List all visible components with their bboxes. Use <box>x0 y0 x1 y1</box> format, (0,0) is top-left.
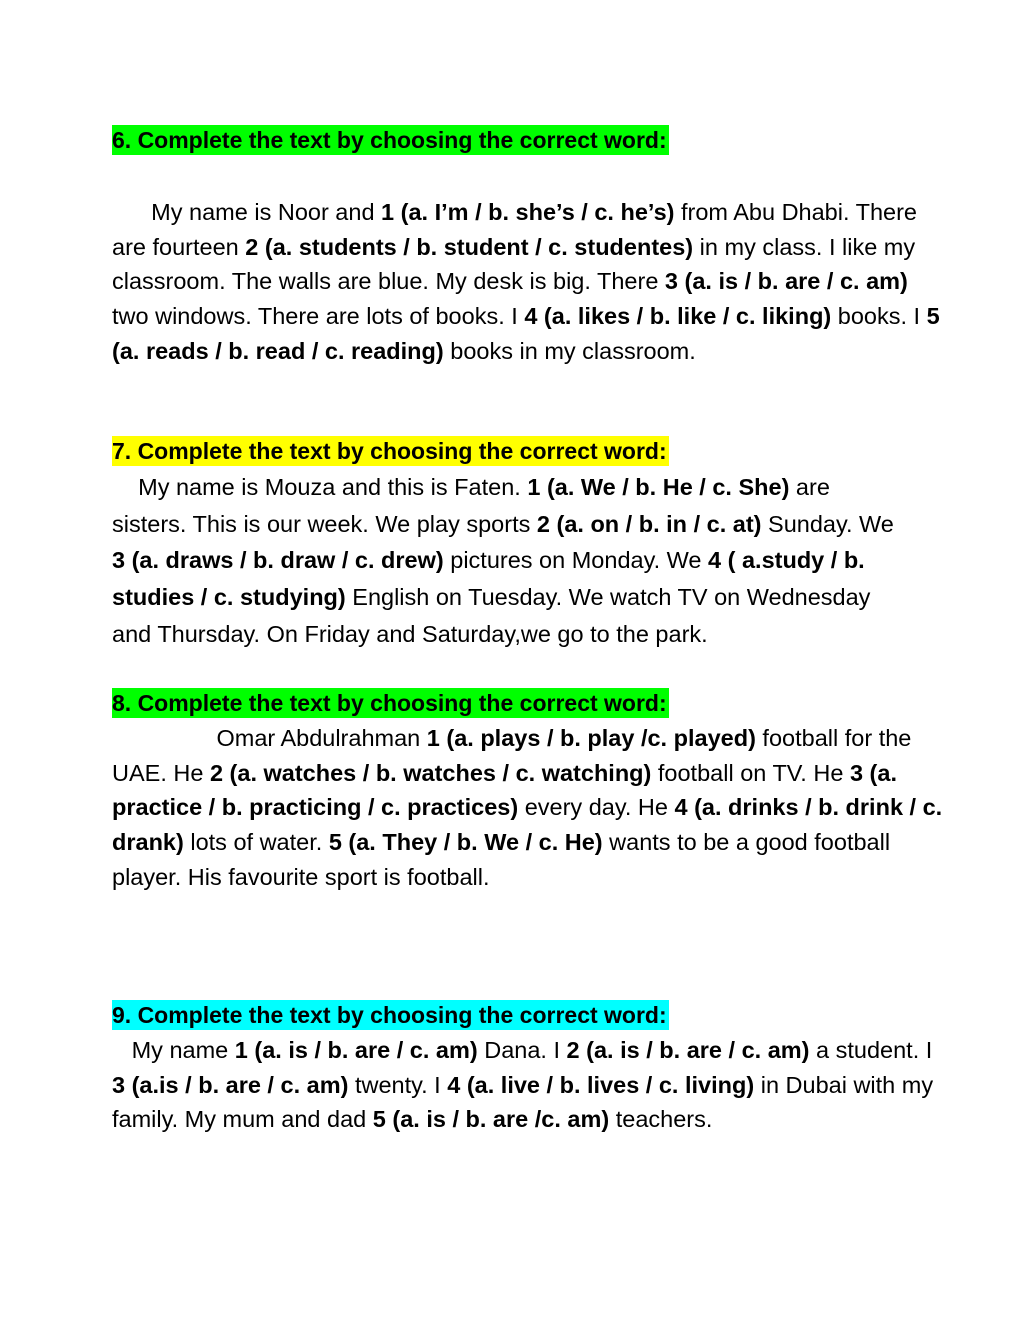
text-run: UAE. He <box>112 759 210 786</box>
text-run: in Dubai with my <box>754 1071 934 1098</box>
exercise-9 <box>112 1000 1018 1137</box>
paragraph-line <box>112 825 1018 860</box>
exercise-paragraph <box>112 195 1018 369</box>
answer-options: 4 (a. drinks / b. drink / c. <box>674 794 943 821</box>
paragraph-line <box>112 790 1018 825</box>
answer-options: 2 (a. on / b. in / c. at) <box>536 510 762 537</box>
paragraph-line <box>112 230 1018 265</box>
answer-options: 2 (a. students / b. student / c. studentes) <box>245 233 694 260</box>
answer-options: 5 (a. They / b. We / c. He) <box>328 829 603 856</box>
text-run: Sunday. We <box>761 510 894 537</box>
answer-options: 3 (a. <box>849 759 897 786</box>
exercise-paragraph <box>112 721 1018 895</box>
answer-options: (a. reads / b. read / c. reading) <box>112 337 444 364</box>
paragraph-line <box>112 264 1018 299</box>
paragraph-line <box>112 721 1018 756</box>
text-run: English on Tuesday. We watch TV on Wednesday <box>345 584 871 611</box>
answer-options: 3 (a. is / b. are / c. am) <box>664 268 908 295</box>
text-run: books in my classroom. <box>443 337 696 364</box>
text-run: sisters. This is our week. We play sports <box>112 510 537 537</box>
exercise-paragraph <box>112 1033 1018 1137</box>
answer-options: 3 (a.is / b. are / c. am) <box>112 1071 349 1098</box>
exercise-6 <box>112 125 1018 369</box>
text-run: teachers. <box>609 1106 713 1133</box>
paragraph-line <box>112 334 1018 369</box>
answer-options: 2 (a. is / b. are / c. am) <box>566 1037 810 1063</box>
text-run: from Abu Dhabi. There <box>674 199 917 225</box>
text-run: classroom. The walls are blue. My desk is big. There <box>112 268 665 295</box>
text-run: family. My mum and dad <box>112 1106 373 1133</box>
answer-options: drank) <box>112 829 184 856</box>
exercise-heading: 8. Complete the text by choosing the correct word: <box>112 690 667 716</box>
text-run: are <box>789 474 830 500</box>
text-run: books. I <box>831 303 927 330</box>
paragraph-line <box>112 1102 1018 1137</box>
answer-options: 2 (a. watches / b. watches / c. watching) <box>209 759 652 786</box>
text-run: are fourteen <box>112 233 246 260</box>
answer-options: 1 (a. I’m / b. she’s / c. he’s) <box>381 199 675 225</box>
answer-options: practice / b. practicing / c. practices) <box>112 794 519 821</box>
paragraph-line <box>112 1068 1018 1103</box>
answer-options: 1 (a. plays / b. play /c. played) <box>426 725 756 751</box>
exercise-paragraph <box>112 469 1018 653</box>
paragraph-line <box>112 299 1018 334</box>
paragraph-line <box>112 616 1018 653</box>
answer-options: 5 <box>926 303 940 330</box>
exercise-heading: 6. Complete the text by choosing the correct word: <box>112 127 667 153</box>
exercise-7 <box>112 436 1018 653</box>
exercise-8 <box>112 688 1018 895</box>
text-run: player. His favourite sport is football. <box>112 863 490 890</box>
text-run: lots of water. <box>183 829 329 856</box>
text-run: My name <box>112 1037 235 1063</box>
text-run: and Thursday. On Friday and Saturday,we go to the park. <box>112 620 708 647</box>
answer-options: 1 (a. We / b. He / c. She) <box>527 474 790 500</box>
answer-options: 5 (a. is / b. are /c. am) <box>372 1106 610 1133</box>
paragraph-line <box>112 1033 1018 1068</box>
text-run: pictures on Monday. We <box>443 547 709 574</box>
text-run: Dana. I <box>477 1037 567 1063</box>
exercise-heading: 9. Complete the text by choosing the correct word: <box>112 1002 667 1028</box>
text-run: a student. I <box>809 1037 933 1063</box>
answer-options: 4 (a. likes / b. like / c. liking) <box>524 303 832 330</box>
paragraph-line <box>112 756 1018 791</box>
text-run: Omar Abdulrahman <box>112 725 427 751</box>
paragraph-line <box>112 579 1018 616</box>
paragraph-line <box>112 195 1018 230</box>
answer-options: 4 ( a.study / b. <box>708 547 865 574</box>
paragraph-line <box>112 506 1018 543</box>
text-run: My name is Noor and <box>112 199 382 225</box>
paragraph-line <box>112 469 1018 506</box>
text-run: two windows. There are lots of books. I <box>112 303 525 330</box>
exercise-heading: 7. Complete the text by choosing the correct word: <box>112 438 667 464</box>
text-run: every day. He <box>518 794 675 821</box>
text-run: twenty. I <box>348 1071 448 1098</box>
paragraph-line <box>112 542 1018 579</box>
text-run: My name is Mouza and this is Faten. <box>112 474 528 500</box>
paragraph-line <box>112 860 1018 895</box>
answer-options: 3 (a. draws / b. draw / c. drew) <box>112 547 444 574</box>
answer-options: 4 (a. live / b. lives / c. living) <box>447 1071 755 1098</box>
answer-options: studies / c. studying) <box>112 584 346 611</box>
text-run: in my class. I like my <box>693 233 916 260</box>
text-run: football on TV. He <box>651 759 850 786</box>
text-run: wants to be a good football <box>602 829 891 856</box>
answer-options: 1 (a. is / b. are / c. am) <box>234 1037 478 1063</box>
text-run: football for the <box>755 725 912 751</box>
